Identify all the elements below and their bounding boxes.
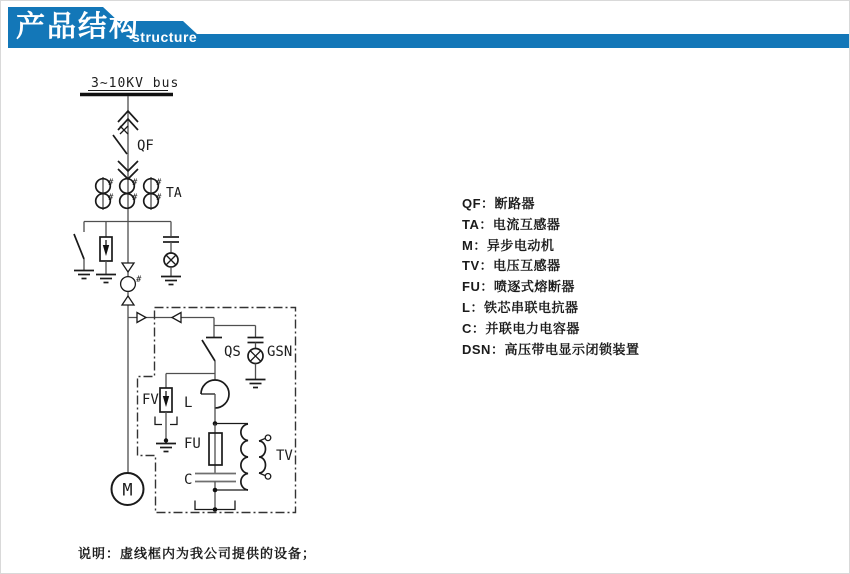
label-c: C (184, 472, 193, 488)
svg-text:#: # (132, 193, 138, 203)
breaker-qf-icon (113, 126, 128, 154)
legend-item: FU：喷逐式熔断器 (462, 279, 575, 295)
svg-text:#: # (136, 275, 142, 285)
feeder-ct-icon (121, 263, 142, 305)
legend (462, 194, 639, 360)
bus-label: 3~10KV bus (91, 76, 180, 91)
gsn-display-icon (246, 338, 266, 388)
bus-bar (80, 76, 179, 95)
label-qf: QF (137, 138, 154, 154)
label-fu: FU (184, 436, 201, 452)
svg-text:#: # (156, 178, 162, 188)
voltage-transformer-tv-icon (215, 424, 271, 491)
svg-text:#: # (108, 193, 114, 203)
surge-arrester-icon (96, 222, 116, 283)
reactor-l-icon (201, 380, 229, 423)
label-gsn: GSN (267, 344, 293, 360)
arrester-fv-icon (155, 374, 177, 452)
earthing-switch-icon (74, 222, 94, 279)
svg-text:#: # (132, 178, 138, 188)
label-qs: QS (224, 344, 241, 360)
motor-m-icon (112, 473, 144, 505)
legend-item: TV：电压互感器 (462, 258, 561, 274)
page-subtitle: structure (132, 29, 198, 45)
dsn-display-device-icon (161, 222, 181, 285)
svg-text:#: # (108, 178, 114, 188)
label-tv: TV (276, 448, 293, 464)
legend-item: QF：断路器 (462, 196, 536, 211)
legend-item: L：铁芯串联电抗器 (462, 299, 579, 315)
footnote: 说明：虚线框内为我公司提供的设备； (78, 546, 317, 561)
legend-item: C：并联电力电容器 (462, 320, 580, 336)
enclosure-tap-wire (128, 313, 256, 338)
legend-item: TA：电流互感器 (462, 216, 561, 232)
label-ta: TA (166, 186, 182, 201)
svg-text:#: # (156, 193, 162, 203)
current-transformer-ta-icon (96, 177, 162, 210)
label-motor: M (122, 480, 133, 501)
page-title: 产品结构 (16, 11, 141, 43)
fuse-fu-icon (209, 424, 222, 474)
legend-item: DSN：高压带电显示闭锁装置 (462, 341, 640, 357)
label-fv: FV (142, 392, 159, 408)
label-l: L (184, 395, 193, 411)
legend-item: M：异步电动机 (462, 237, 555, 253)
